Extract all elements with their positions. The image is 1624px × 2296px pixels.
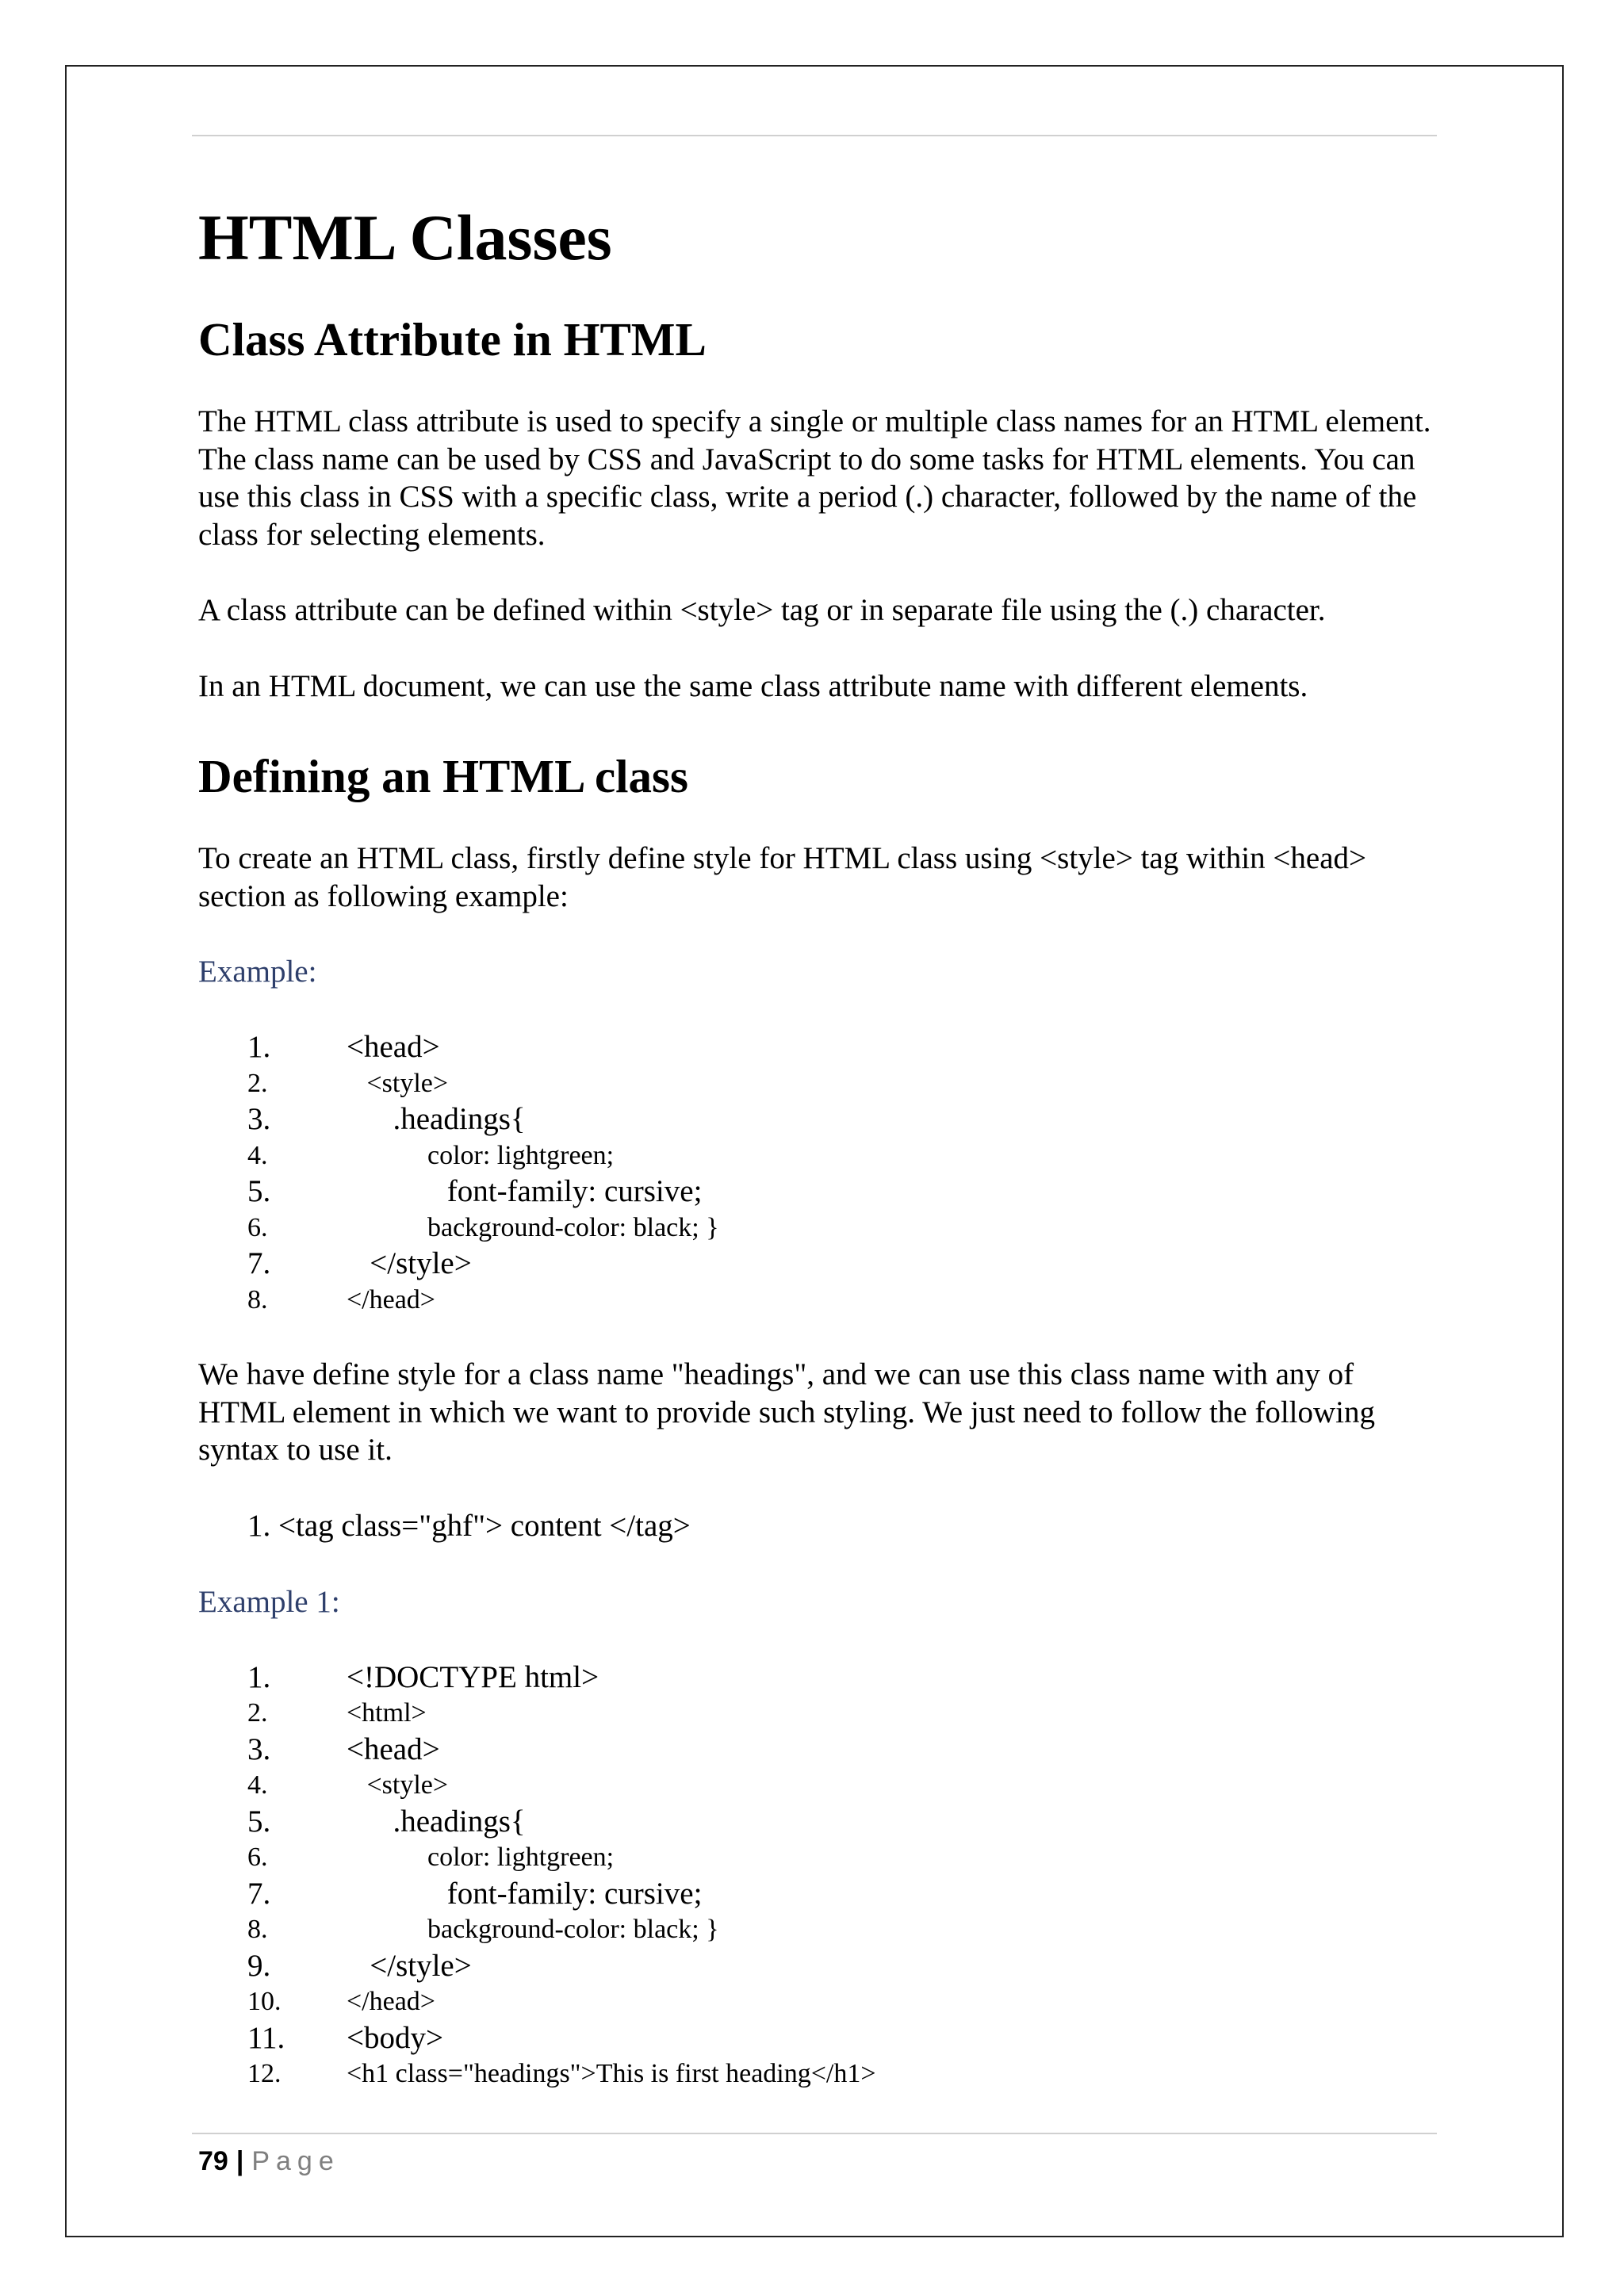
- code-text: background-color: black; }: [347, 1915, 719, 1944]
- code-line: [198, 1767, 1443, 1804]
- line-number: 3.: [247, 1732, 271, 1766]
- page-title: HTML Classes: [198, 201, 612, 274]
- page-word: Page: [251, 2146, 340, 2176]
- paragraph: A class attribute can be defined within <style> tag or in separate file using the (.) character.: [198, 593, 1326, 627]
- code-text: font-family: cursive;: [347, 1876, 703, 1911]
- code-line: [198, 2056, 1443, 2092]
- code-line: [198, 1029, 1443, 1066]
- code-listing: [198, 1029, 1443, 1318]
- line-number: 1.: [247, 1659, 271, 1694]
- code-text: <body>: [347, 2020, 443, 2055]
- code-line: [198, 1066, 1443, 1102]
- line-number: 8.: [247, 1915, 268, 1944]
- code-line: [198, 1732, 1443, 1768]
- example-1-label: Example 1:: [198, 1584, 340, 1619]
- line-number: 6.: [247, 1843, 268, 1872]
- line-number: 7.: [247, 1876, 271, 1911]
- line-number: 7.: [247, 1246, 271, 1280]
- line-number: 2.: [247, 1698, 268, 1728]
- footer-rule: [192, 2133, 1437, 2134]
- code-line: [198, 1210, 1443, 1246]
- code-text: </style>: [347, 1246, 472, 1280]
- code-text: background-color: black; }: [347, 1212, 719, 1242]
- code-text: </style>: [347, 1948, 472, 1983]
- document-body: [198, 182, 1443, 2092]
- code-text: .headings{: [347, 1804, 526, 1839]
- paragraph: The HTML class attribute is used to specify a single or multiple class names for an HTML element. The class name can be used by CSS and JavaScript to do some tasks for HTML elements. You can use this class in CSS with a specific class, write a period (.) character, followed by the name of the class for selecting elements.: [198, 404, 1431, 552]
- paragraph: In an HTML document, we can use the same class attribute name with different elements.: [198, 668, 1308, 703]
- line-number: 11.: [247, 2020, 285, 2055]
- code-text: <style>: [347, 1068, 449, 1098]
- code-text: color: lightgreen;: [347, 1140, 615, 1170]
- line-number: 8.: [247, 1284, 268, 1314]
- code-line: [198, 1695, 1443, 1732]
- code-text: font-family: cursive;: [347, 1174, 703, 1208]
- code-line: [198, 1246, 1443, 1282]
- line-number: 2.: [247, 1068, 268, 1098]
- header-rule: [192, 135, 1437, 136]
- paragraph: We have define style for a class name "headings", and we can use this class name with any of HTML element in which we want to provide such styling. We just need to follow the following syntax to use it.: [198, 1357, 1376, 1467]
- code-text: <!DOCTYPE html>: [347, 1659, 599, 1694]
- section-heading-defining-class: Defining an HTML class: [198, 750, 688, 802]
- code-line: [198, 1876, 1443, 1912]
- code-text: <style>: [347, 1770, 449, 1800]
- line-number: 5.: [247, 1804, 271, 1839]
- code-line: [198, 1984, 1443, 2020]
- code-line: [198, 1839, 1443, 1876]
- page-footer: [198, 2144, 340, 2179]
- line-number: 3.: [247, 1102, 271, 1136]
- page-number: 79: [198, 2146, 228, 2176]
- line-number: 9.: [247, 1948, 271, 1983]
- code-line: [198, 1173, 1443, 1210]
- line-number: 1.: [247, 1030, 271, 1064]
- code-listing: [198, 1659, 1443, 2092]
- footer-separator: |: [236, 2146, 244, 2176]
- line-number: 4.: [247, 1140, 268, 1170]
- line-number: 12.: [247, 2059, 282, 2088]
- code-line: [198, 2020, 1443, 2057]
- code-text: <html>: [347, 1698, 427, 1728]
- code-line: [198, 1911, 1443, 1948]
- code-line: [198, 1101, 1443, 1138]
- example-label: Example:: [198, 955, 317, 989]
- code-line: [198, 1948, 1443, 1984]
- code-text: <head>: [347, 1030, 440, 1064]
- paragraph: To create an HTML class, firstly define style for HTML class using <style> tag within <head> section as following example:: [198, 841, 1366, 913]
- line-number: 6.: [247, 1212, 268, 1242]
- code-text: color: lightgreen;: [347, 1843, 615, 1872]
- code-text: .headings{: [347, 1102, 526, 1136]
- code-text: <h1 class="headings">This is first heading</h1>: [347, 2059, 876, 2088]
- code-line: [198, 1804, 1443, 1840]
- code-text: </head>: [347, 1987, 435, 2016]
- line-number: 5.: [247, 1174, 271, 1208]
- line-number: 10.: [247, 1987, 282, 2016]
- code-text: </head>: [347, 1284, 435, 1314]
- code-text: <head>: [347, 1732, 440, 1766]
- code-line: [198, 1138, 1443, 1174]
- line-number: 4.: [247, 1770, 268, 1800]
- syntax-item: 1. <tag class="ghf"> content </tag>: [247, 1508, 691, 1543]
- section-heading-class-attribute: Class Attribute in HTML: [198, 313, 707, 365]
- code-line: [198, 1659, 1443, 1696]
- code-line: [198, 1282, 1443, 1318]
